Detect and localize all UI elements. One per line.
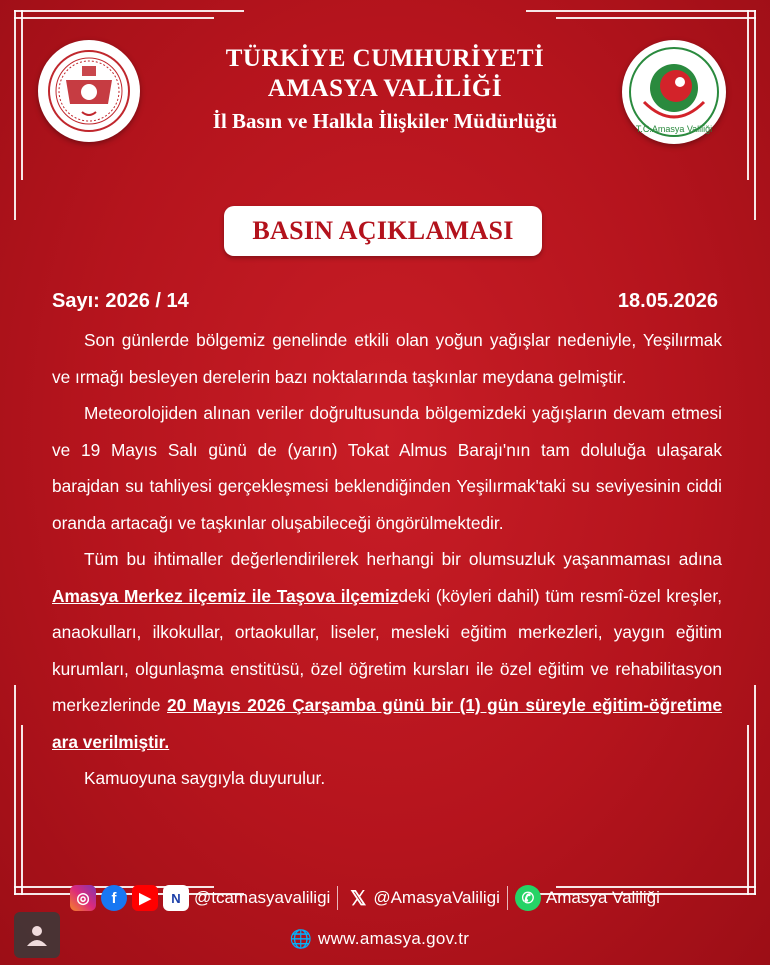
districts-highlight: Amasya Merkez ilçemiz ile Taşova ilçemiz — [52, 585, 399, 606]
website-url[interactable]: www.amasya.gov.tr — [318, 929, 470, 948]
amasya-governorship-logo — [622, 40, 726, 144]
closure-date-highlight: 20 Mayıs 2026 Çarşamba günü bir (1) gün süreyle eğitim-öğretime ara verilmiştir. — [52, 695, 722, 752]
paragraph-3-middle: deki (köyleri dahil) tüm resmî-özel kreşler, anaokulları, ilkokullar, ortaokullar, liseler, mesleki eğitim merkezleri, yaygın eğitim kurumları, olgunlaşma enstitüsü, özel öğretim kursları ile özel eğitim ve rehabilitasyon merkezlerinde — [52, 585, 722, 715]
user-avatar-icon[interactable] — [14, 912, 60, 958]
divider — [337, 886, 338, 910]
document-title-box — [224, 206, 542, 256]
social-bar — [70, 881, 660, 915]
paragraph-3-intro: Tüm bu ihtimaller değerlendirilerek herhangi bir olumsuzluk yaşanmaması adına — [84, 549, 722, 569]
document-header — [150, 44, 620, 136]
ministry-emblem-logo — [38, 40, 140, 142]
x-handle[interactable]: @AmasyaValiligi — [373, 888, 500, 907]
paragraph-1: Son günlerde bölgemiz genelinde etkili olan yoğun yağışlar nedeniyle, Yeşilırmak ve ırmağı besleyen derelerin bazı noktalarında taşkınlar meydana gelmiştir. — [52, 330, 722, 387]
paragraph-2: Meteorolojiden alınan veriler doğrultusunda bölgemizdeki yağışların devam etmesi ve 19 Mayıs Salı günü de (yarın) Tokat Almus Barajı'nın tam doluluğa ulaşarak barajdan su tahliyesi gerçekleşmesi beklendiğinden Yeşilırmak'taki su seviyesinin ciddi oranda artacağı ve taşkınlar oluşabileceği öngörülmektedir. — [52, 403, 722, 533]
document-number: Sayı: 2026 / 14 — [52, 290, 189, 312]
website-link[interactable] — [290, 927, 469, 951]
nsosyal-icon[interactable]: N — [163, 885, 189, 911]
header-line-2: AMASYA VALİLİĞİ — [267, 75, 503, 102]
closing-line: Kamuoyuna saygıyla duyurulur. — [84, 768, 326, 788]
x-icon[interactable]: 𝕏 — [350, 887, 367, 910]
whatsapp-icon[interactable]: ✆ — [515, 885, 541, 911]
divider — [507, 886, 508, 910]
paragraph-3 — [52, 541, 722, 760]
facebook-icon[interactable]: f — [101, 885, 127, 911]
social-handle[interactable]: @tcamasyavaliligi — [194, 888, 331, 907]
youtube-icon[interactable]: ▶ — [132, 885, 158, 911]
logo-caption: T.C.Amasya Valiliği — [635, 124, 713, 134]
document-body — [52, 322, 722, 797]
document-title: BASIN AÇIKLAMASI — [252, 216, 514, 245]
whatsapp-label[interactable]: Amasya Valiliği — [545, 888, 660, 907]
globe-icon: 🌐 — [289, 928, 313, 949]
document-date: 18.05.2026 — [617, 290, 718, 312]
instagram-icon[interactable]: ◎ — [70, 885, 96, 911]
header-line-3: İl Basın ve Halkla İlişkiler Müdürlüğü — [212, 109, 558, 133]
header-line-1: TÜRKİYE CUMHURİYETİ — [225, 45, 545, 72]
